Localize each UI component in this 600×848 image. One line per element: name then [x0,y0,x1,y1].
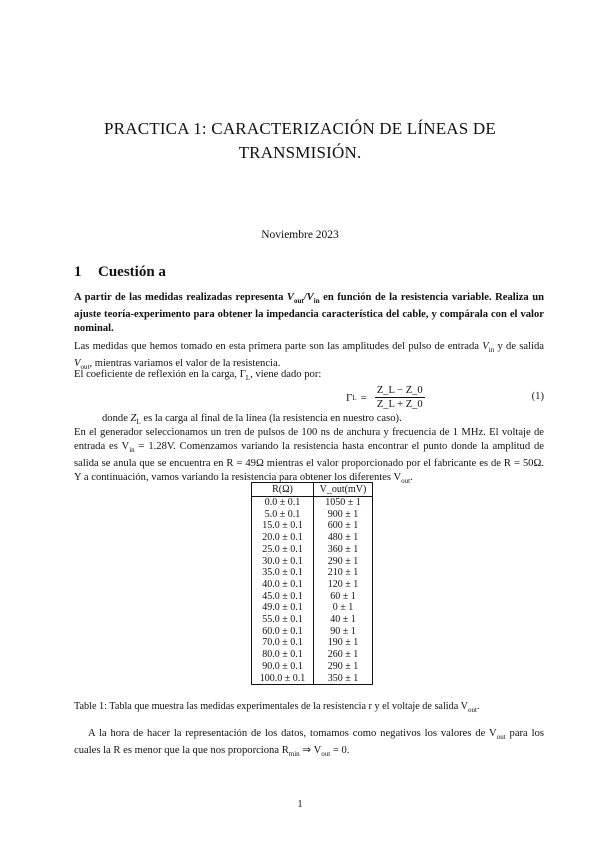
table-cell-vout: 60 ± 1 [314,591,373,603]
table-cell-vout: 120 ± 1 [314,579,373,591]
equation-fraction [375,384,425,411]
equation-body: Γ L = $\frac{Z\_L - Z\_0}{Z\_L + Z\_0}$ [346,385,423,410]
table-cell-resistance: 80.0 ± 0.1 [252,649,314,661]
task-statement: A partir de las medidas realizadas representa $V_{out}/V_{in}$ en función de la resistencia variable. Realiza un ajuste teoría-experimento para obtener la impedancia característica del cable, y compárala con el valor nominal. [74,292,545,335]
table-row [252,661,373,673]
table-cell-vout: 290 ± 1 [314,661,373,673]
paragraph-representation: A la hora de hacer la representación de los datos, tomamos como negativos los valores de $V_{out}$ para los cuales la R es menor que la que nos proporciona $R_{min}$ ⇒ $V_{out} = 0$. [74,728,545,759]
table-header-vout: V_out(mV) [314,483,373,497]
title-line-2: TRANSMISIÓN. [238,143,362,162]
table-cell-vout: 360 ± 1 [314,544,373,556]
table-cell-vout: 900 ± 1 [314,509,373,521]
equation-number: (1) [531,391,544,402]
table-cell-vout: 40 ± 1 [314,614,373,626]
table-row [252,567,373,579]
table-row [252,673,373,685]
paragraph-generator: En el generador seleccionamos un tren de pulsos de 100 ns de anchura y frecuencia de 1 MHz. El voltaje de entrada es $V_{in} = 1.28V$. Comenzamos variando la resistencia hasta encontrar el punto donde la amplitud de salida se anula que se encuentra en R = 49Ω mientras el valor proporcionado por el fabricante es de R = 50Ω. Y a continuación, vamos variando la resistencia para obtener los diferentes $V_{out}$. [74,427,544,486]
table-row [252,591,373,603]
paragraph-where: donde $Z_L$ es la carga al final de la línea (la resistencia en nuestro caso). [102,413,402,427]
equation-lhs: Γ [346,391,353,404]
equation-denominator: Z_L + Z_0 [376,399,423,410]
table-cell-resistance: 40.0 ± 0.1 [252,579,314,591]
table-header-row [252,483,373,497]
table-cell-vout: 290 ± 1 [314,556,373,568]
equation-numerator: Z_L − Z_0 [376,385,423,396]
table-cell-resistance: 35.0 ± 0.1 [252,567,314,579]
table-cell-resistance: 5.0 ± 0.1 [252,509,314,521]
table-cell-vout: 0 ± 1 [314,602,373,614]
table-body [252,497,373,685]
table-cell-vout: 480 ± 1 [314,532,373,544]
table-cell-resistance: 100.0 ± 0.1 [252,673,314,685]
document-date: Noviembre 2023 [261,229,339,241]
table-row [252,614,373,626]
table-cell-resistance: 0.0 ± 0.1 [252,497,314,509]
table-row [252,544,373,556]
table-row [252,556,373,568]
table-cell-vout: 90 ± 1 [314,626,373,638]
table-cell-vout: 600 ± 1 [314,520,373,532]
table-row [252,626,373,638]
section-title: Cuestión a [98,264,166,280]
table-cell-resistance: 90.0 ± 0.1 [252,661,314,673]
equation-1 [74,382,544,412]
document-title [80,117,520,165]
table-cell-resistance: 55.0 ± 0.1 [252,614,314,626]
table-row [252,497,373,509]
table-cell-resistance: 20.0 ± 0.1 [252,532,314,544]
paragraph-reflection: El coeficiente de reflexión en la carga, $\Gamma_L$, viene dado por: [74,369,322,383]
table-cell-resistance: 49.0 ± 0.1 [252,602,314,614]
table-row [252,520,373,532]
table-cell-resistance: 45.0 ± 0.1 [252,591,314,603]
paragraph-measurements: Las medidas que hemos tomado en esta primera parte son las amplitudes del pulso de entrada $V_{in}$ y de salida $V_{out}$, mientras variamos el valor de la resistencia. [74,341,544,372]
title-line-1: PRACTICA 1: CARACTERIZACIÓN DE LÍNEAS DE [104,119,496,138]
section-heading [74,264,166,281]
table-caption: Table 1: Tabla que muestra las medidas experimentales de la resistencia r y el voltaje de salida $V_{out}$. [74,701,480,715]
table-cell-vout: 190 ± 1 [314,637,373,649]
section-number: 1 [74,264,82,280]
table-cell-vout: 1050 ± 1 [314,497,373,509]
table-row [252,602,373,614]
table-row [252,579,373,591]
table-cell-vout: 260 ± 1 [314,649,373,661]
equation-equals: = [360,391,367,404]
table-cell-vout: 350 ± 1 [314,673,373,685]
table-header-resistance: R(Ω) [252,483,314,497]
table-row [252,532,373,544]
table-cell-resistance: 70.0 ± 0.1 [252,637,314,649]
table-cell-resistance: 30.0 ± 0.1 [252,556,314,568]
table-cell-resistance: 15.0 ± 0.1 [252,520,314,532]
table-cell-resistance: 25.0 ± 0.1 [252,544,314,556]
table-row [252,509,373,521]
table-row [252,637,373,649]
table-cell-resistance: 60.0 ± 0.1 [252,626,314,638]
page-number: 1 [297,799,303,810]
table-cell-vout: 210 ± 1 [314,567,373,579]
measurements-table [251,482,373,685]
table-row [252,649,373,661]
